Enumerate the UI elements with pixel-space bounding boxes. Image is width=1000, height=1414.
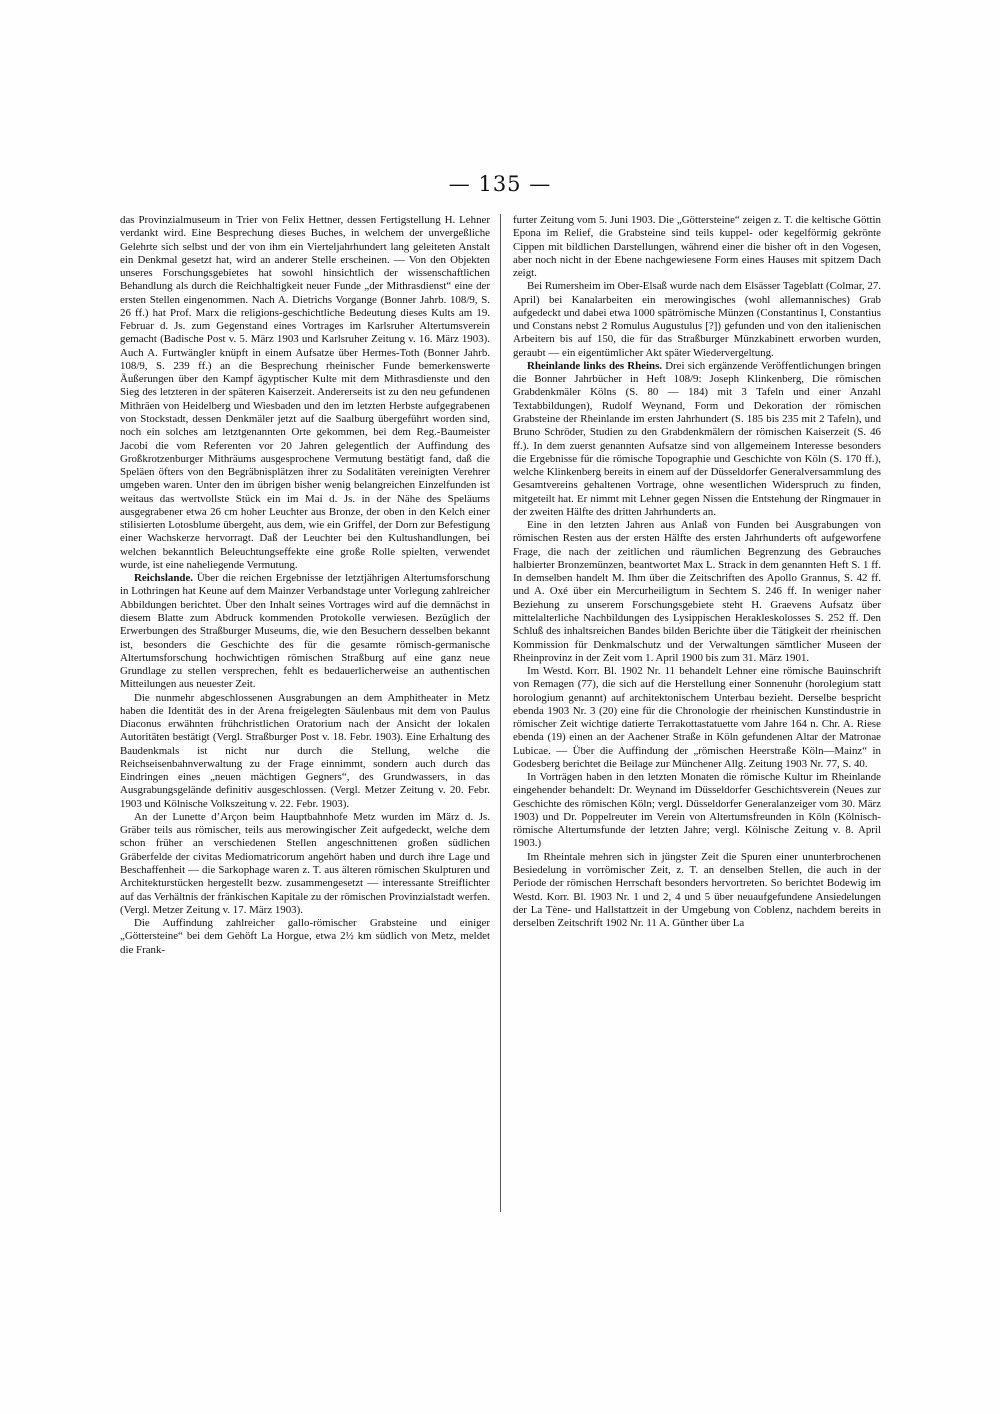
right-column bbox=[513, 214, 881, 1214]
paragraph: Im Rheintale mehren sich in jüngster Zeit die Spuren einer ununterbrochenen Besiedelung in vorrömischer Zeit, z. T. an denselben Stellen, die auch in der Periode der römischen Herrschaft besonders hervortreten. So berichtet Bodewig im Westd. Korr. Bl. 1903 Nr. 1 und 2, 4 und 5 über neuaufgefundene Ansiedelungen der La Tène- und Hallstattzeit in der Umgebung von Coblenz, nachdem bereits in derselben Zeitschrift 1902 Nr. 11 A. Günther über La bbox=[513, 850, 881, 930]
paragraph: Die Auffindung zahlreicher gallo-römischer Grabsteine und einiger „Göttersteine“ bei dem Gehöft La Horgue, etwa 2½ km südlich von Metz, meldet die Frank- bbox=[120, 917, 490, 956]
paragraph: Im Westd. Korr. Bl. 1902 Nr. 11 behandelt Lehner eine römische Bauinschrift von Remagen (77), die sich auf die Herstellung einer Sonnenuhr (horolegium statt horologium genannt) auf architektonischem Unterbau bezieht. Derselbe bespricht ebenda 1903 Nr. 3 (20) eine für die Chronologie der rheinischen Kunstindustrie in römischer Zeit wichtige datierte Terrakottastatuette vom Jahre 164 n. Chr. A. Riese ebenda (19) einen an der Aachener Straße in Köln gefundenen Altar der Matronae Lubicae. — Über die Auffindung der „römischen Heerstraße Köln—Mainz“ in Godesberg berichtet die Beilage zur Münchener Allg. Zeitung 1903 Nr. 77, S. 40. bbox=[513, 665, 881, 770]
paragraph-text: Drei sich ergänzende Veröffentlichungen bringen die Bonner Jahrbücher in Heft 108/9: Joseph Klinkenberg, Die römischen Grabdenkmäler Kölns (S. 80 — 184) mit 3 Tafeln und einer Anzahl Textabbildungen), Rudolf Weynand, Form und Dekoration der römischen Grabsteine der Rheinlande im ersten Jahrhundert (S. 185 bis 235 mit 2 Tafeln), und Bruno Schröder, Studien zu den Grabdenkmälern der römischen Kaiserzeit (S. 46 ff.). In dem zuerst genannten Aufsatze sind von allgemeinem Interesse besonders die Ergebnisse für die römische Topographie und Geschichte von Köln (S. 170 ff.), welche Klinkenberg bereits in einem auf der Düsseldorfer Generalversammlung des Gesamtvereins gehaltenen Vortrage, ohne wesentlichen Widerspruch zu finden, mitgeteilt hat. Er nimmt mit Lehner gegen Nissen die Entstehung der Ringmauer in der zweiten Hälfte des dritten Jahrhunderts an. bbox=[513, 359, 881, 518]
section-heading: Reichslande. bbox=[134, 572, 193, 585]
paragraph-reichslande bbox=[120, 572, 490, 691]
paragraph-text: Über die reichen Ergebnisse der letztjährigen Altertumsforschung in Lothringen hat Keune auf dem Mainzer Verbandstage unter Vorlegung zahlreicher Abbildungen berichtet. Über den Inhalt seines Vortrages wird auf die demnächst in diesem Blatte zum Abdruck kommenden Protokolle verwiesen. Bezüglich der Erwerbungen des Straßburger Museums, die, wie den Besuchern desselben bekannt ist, besonders die Geschichte des für die gesamte römisch-germanische Altertumsforschung hochwichtigen römischen Straßburg auf eine ganz neue Grundlage zu stellen versprechen, fehlt es bedauerlicherweise an authentischen Mitteilungen aus neuester Zeit. bbox=[120, 572, 490, 691]
paragraph: An der Lunette d’Arçon beim Hauptbahnhofe Metz wurden im März d. Js. Gräber teils aus römischer, teils aus merowingischer Zeit aufgedeckt, welche dem schon früher an verschiedenen Stellen angeschnittenen großen südlichen Gräberfelde der civitas Mediomatricorum angehört haben und durch ihre Lage und Beschaffenheit — die Sarkophage waren z. T. aus älteren römischen Skulpturen und Architekturstücken hergestellt bezw. zusammengesetzt — interessante Streiflichter auf das Verhältnis der fränkischen Kapitale zu der römischen Provinzialstadt werfen. (Vergl. Metzer Zeitung v. 17. März 1903). bbox=[120, 810, 490, 916]
paragraph: furter Zeitung vom 5. Juni 1903. Die „Göttersteine“ zeigen z. T. die keltische Göttin Epona im Relief, die Grabsteine sind teils kuppel- oder kegelförmig gekrönte Cippen mit bildlichen Darstellungen, während einer die bisher oft in den Vogesen, aber noch nicht in der Ebene nachgewiesene Form eines Hauses mit spitzem Dach zeigt. bbox=[513, 214, 881, 280]
left-column bbox=[120, 214, 490, 1214]
section-heading: Rheinlande links des Rheins. bbox=[527, 359, 663, 372]
paragraph: Eine in den letzten Jahren aus Anlaß von Funden bei Ausgrabungen von römischen Resten aus der ersten Hälfte des ersten Jahrhunderts oft aufgeworfene Frage, die nach der zeitlichen und räumlichen Begrenzung des Gebrauches halbierter Bronzemünzen, beantwortet Max L. Strack in dem genannten Heft S. 1 ff. In demselben handelt M. Ihm über die Zeitschriften des Apollo Grannus, S. 42 ff. und A. Oxé über ein Mercurheiligtum in Sechtem S. 246 ff. In weniger naher Beziehung zu unserem Forschungsgebiete steht H. Graevens Aufsatz über mittelalterliche Nachbildungen des Lysippischen Herakleskolosses S. 252 ff. Den Schluß des inhaltsreichen Bandes bilden Berichte über die Tätigkeit der rheinischen Kommission für Denkmalschutz und der Verwaltungen sämtlicher Museen der Rheinprovinz in der Zeit vom 1. April 1900 bis zum 31. März 1901. bbox=[513, 519, 881, 664]
paragraph-rheinlande bbox=[513, 360, 881, 519]
paragraph: In Vorträgen haben in den letzten Monaten die römische Kultur im Rheinlande eingehender behandelt: Dr. Weynand im Düsseldorfer Geschichtsverein (Neues zur Geschichte des römischen Köln; vergl. Düsseldorfer Generalanzeiger vom 30. März 1903) und Dr. Poppelreuter im Verein von Altertumsfreunden in Köln (Kölnisch-römische Altertumsfunde der letzten Jahre; vergl. Kölnische Zeitung v. 8. April 1903.) bbox=[513, 771, 881, 850]
paragraph: das Provinzialmuseum in Trier von Felix Hettner, dessen Fertigstellung H. Lehner verdankt wird. Eine Besprechung dieses Buches, in welchem der unvergeßliche Gelehrte sich selbst und der von ihm ein Vierteljahrhundert lang geleiteten Anstalt ein Denkmal gesetzt hat, wird an anderer Stelle erscheinen. — Von den Objekten unseres Forschungsgebietes hat sowohl hinsichtlich der wissenschaftlichen Behandlung als durch die Reichhaltigkeit neuer Funde „der Mithrasdienst“ eine der ersten Stellen eingenommen. Nach A. Dietrichs Vorgange (Bonner Jahrb. 108/9, S. 26 ff.) hat Prof. Marx die religions-geschichtliche Bedeutung dieses Kults am 19. Februar d. Js. zum Gegenstand eines Vortrages im Karlsruher Altertumsverein gemacht (Badische Post v. 5. März 1903 und Karlsruher Zeitung v. 16. März 1903). Auch A. Furtwängler knüpft in einem Aufsatze über Hermes-Toth (Bonner Jahrb. 108/9, S. 239 ff.) an die Besprechung rheinischer Funde bemerkenswerte Äußerungen über den Kampf ägyptischer Kulte mit dem Mithrasdienste und den Sieg des letzteren in der späteren Kaiserzeit. Andererseits ist zu den neu gefundenen Mithräen von Heidelberg und Wiesbaden und den im letzten Herbste aufgegrabenen von Stockstadt, dessen Denkmäler jetzt auf die Saalburg übergeführt worden sind, noch ein solches am letztgenannten Orte gekommen, bei dem Reg.-Baumeister Jacobi die vom Referenten vor 20 Jahren gelegentlich der Auffindung des Großkrotzenburger Mithräums ausgesprochene Vermutung bestätigt fand, daß die Speläen öfters von den Begräbnisplätzen ihrer zu Sodalitäten vereinigten Verehrer umgeben waren. Unter den im übrigen bisher wenig belangreichen Einzelfunden ist weitaus das wertvollste Stück ein im Mai d. Js. in der Nähe des Speläums ausgegrabener etwa 26 cm hoher Leuchter aus Bronze, der oben in den Kelch einer stilisierten Lotosblume übergeht, aus dem, wie ein Griffel, der Dorn zur Befestigung einer Wachskerze hervorragt. Daß der Leuchter bei den Kultushandlungen, bei welchen bekanntlich Beleuchtungseffekte eine große Rolle spielten, verwendet wurde, ist eine naheliegende Vermutung. bbox=[120, 214, 490, 571]
page-number: — 135 — bbox=[448, 172, 552, 196]
paragraph: Bei Rumersheim im Ober-Elsaß wurde nach dem Elsässer Tageblatt (Colmar, 27. April) bei Kanalarbeiten ein merowingisches (wohl allemannisches) Grab aufgedeckt und dabei etwa 1000 spätrömische Münzen (Constantinus I, Constantius und Constans nebst 2 Romulus Augustulus [?]) gefunden und von den italienischen Arbeitern bis auf 150, die für das Straßburger Münzkabinett erworben wurden, geraubt — ein eigentümlicher Akt später Wiedervergeltung. bbox=[513, 280, 881, 359]
column-divider bbox=[500, 214, 501, 1212]
paragraph: Die nunmehr abgeschlossenen Ausgrabungen an dem Amphitheater in Metz haben die Identität des in der Arena freigelegten Säulenbaus mit dem von Paulus Diaconus erwähnten frühchristlichen Oratorium nach der Ansicht der lokalen Autoritäten bestätigt (Vergl. Straßburger Post v. 18. Febr. 1903). Eine Erhaltung des Baudenkmals ist nicht nur durch die Stellung, welche die Reichseisenbahnverwaltung zu der Frage einnimmt, sondern auch durch das Eindringen eines „neuen mächtigen Gegners“, des Grundwassers, in das Ausgrabungsgelände definitiv ausgeschlossen. (Vergl. Metzer Zeitung v. 20. Febr. 1903 und Kölnische Volkszeitung v. 22. Febr. 1903). bbox=[120, 691, 490, 810]
